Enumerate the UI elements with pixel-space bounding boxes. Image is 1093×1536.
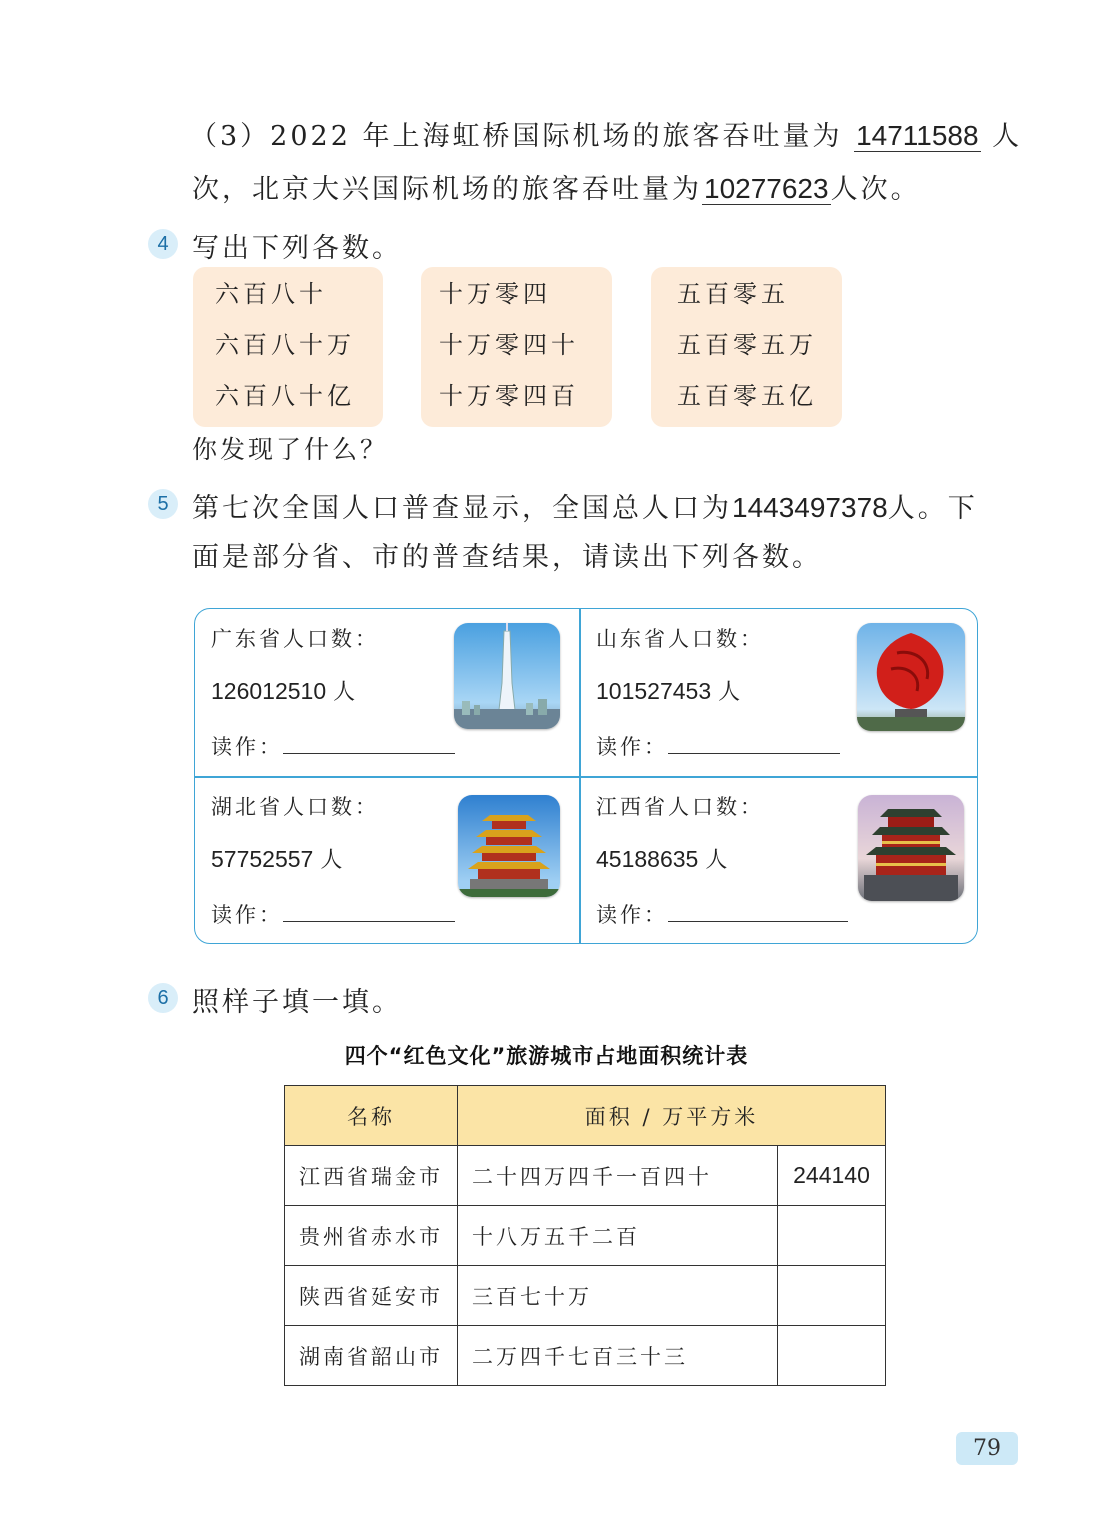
area-in-digits: 244140 xyxy=(778,1146,886,1206)
population-value xyxy=(596,675,740,706)
population-number: 126012510 xyxy=(211,678,327,704)
population-value xyxy=(596,843,727,874)
q4-item: 六百八十 xyxy=(215,280,327,308)
area-digits-blank[interactable] xyxy=(778,1266,886,1326)
population-unit: 人 xyxy=(711,680,741,705)
q3-unit: 人 xyxy=(980,121,1023,152)
population-unit: 人 xyxy=(698,848,728,873)
q4-item: 十万零四百 xyxy=(439,382,579,410)
table-row xyxy=(285,1146,886,1206)
q4-group-3 xyxy=(651,267,842,427)
question-number-badge: 4 xyxy=(148,229,178,259)
area-in-words: 二万四千七百三十三 xyxy=(458,1326,778,1386)
q6-title: 照样子填一填。 xyxy=(192,987,402,1018)
q4-group-2 xyxy=(421,267,612,427)
read-as-row xyxy=(596,731,840,761)
tengwang-pavilion-photo xyxy=(858,795,964,901)
table-header-row xyxy=(285,1086,886,1146)
area-statistics-table xyxy=(284,1085,886,1386)
population-value xyxy=(211,843,342,874)
q5-text: 第七次全国人口普查显示，全国总人口为 xyxy=(192,493,732,524)
question-number-badge: 5 xyxy=(148,489,178,519)
q5-text-end: 人。下 xyxy=(887,493,978,524)
table-row xyxy=(285,1326,886,1386)
q4-item: 六百八十亿 xyxy=(215,382,355,410)
census-panel xyxy=(194,608,978,944)
city-name: 湖南省韶山市 xyxy=(285,1326,458,1386)
q3-line-2 xyxy=(192,167,921,206)
table-row xyxy=(285,1266,886,1326)
yellow-crane-tower-photo xyxy=(458,795,560,897)
q4-item: 十万零四十 xyxy=(439,331,579,359)
q4-title: 写出下列各数。 xyxy=(192,233,402,264)
q4-item: 五百零五万 xyxy=(677,331,817,359)
q4-item: 五百零五亿 xyxy=(677,382,817,410)
answer-blank[interactable] xyxy=(283,903,455,922)
population-unit: 人 xyxy=(326,680,356,705)
read-as-row xyxy=(211,731,455,761)
area-digits-blank[interactable] xyxy=(778,1206,886,1266)
q4-item: 六百八十万 xyxy=(215,331,355,359)
q4-group-1 xyxy=(193,267,383,427)
population-number: 45188635 xyxy=(596,846,699,872)
table-title: 四个“红色文化”旅游城市占地面积统计表 xyxy=(344,1044,749,1068)
read-as-row xyxy=(211,899,455,929)
q4-item: 十万零四 xyxy=(439,280,551,308)
answer-blank[interactable] xyxy=(283,735,455,754)
population-value xyxy=(211,675,355,706)
city-name: 江西省瑞金市 xyxy=(285,1146,458,1206)
province-label: 山东省人口数： xyxy=(596,627,764,651)
q5-total-population: 1443497378 xyxy=(732,492,888,523)
page-number: 79 xyxy=(956,1432,1018,1465)
population-unit: 人 xyxy=(313,848,343,873)
read-as-label: 读作： xyxy=(596,903,668,927)
q4-question: 你发现了什么？ xyxy=(192,435,389,464)
question-number-badge: 6 xyxy=(148,983,178,1013)
answer-blank[interactable] xyxy=(668,735,840,754)
province-label: 江西省人口数： xyxy=(596,795,764,819)
q4-item: 五百零五 xyxy=(677,280,789,308)
province-label: 湖北省人口数： xyxy=(211,795,379,819)
read-as-label: 读作： xyxy=(596,735,668,759)
q5-line-2: 面是部分省、市的普查结果，请读出下列各数。 xyxy=(192,542,822,573)
read-as-label: 读作： xyxy=(211,735,283,759)
header-area: 面积 / 万平方米 xyxy=(458,1086,886,1146)
q3-text: （3）2022 年上海虹桥国际机场的旅客吞吐量为 xyxy=(190,121,855,152)
census-cell-hubei xyxy=(195,777,579,943)
population-number: 101527453 xyxy=(596,678,712,704)
q3-line-1 xyxy=(190,114,1022,153)
q3-text-2: 次，北京大兴国际机场的旅客吞吐量为 xyxy=(192,174,702,205)
population-number: 57752557 xyxy=(211,846,314,872)
census-cell-guangdong xyxy=(195,609,579,776)
city-name: 贵州省赤水市 xyxy=(285,1206,458,1266)
area-in-words: 十八万五千二百 xyxy=(458,1206,778,1266)
census-cell-jiangxi xyxy=(580,777,977,943)
read-as-label: 读作： xyxy=(211,903,283,927)
area-in-words: 三百七十万 xyxy=(458,1266,778,1326)
q3-hongqiao-number: 14711588 xyxy=(856,120,979,151)
q3-daxing-number: 10277623 xyxy=(704,173,829,204)
city-name: 陕西省延安市 xyxy=(285,1266,458,1326)
area-in-words: 二十四万四千一百四十 xyxy=(458,1146,778,1206)
area-digits-blank[interactable] xyxy=(778,1326,886,1386)
q3-unit-2: 人次。 xyxy=(830,174,921,205)
canton-tower-photo xyxy=(454,623,560,729)
header-name: 名称 xyxy=(285,1086,458,1146)
q5-line-1 xyxy=(192,486,978,525)
census-cell-shandong xyxy=(580,609,977,776)
answer-blank[interactable] xyxy=(668,903,848,922)
table-row xyxy=(285,1206,886,1266)
province-label: 广东省人口数： xyxy=(211,627,379,651)
read-as-row xyxy=(596,899,848,929)
may-wind-sculpture-photo xyxy=(857,623,965,731)
